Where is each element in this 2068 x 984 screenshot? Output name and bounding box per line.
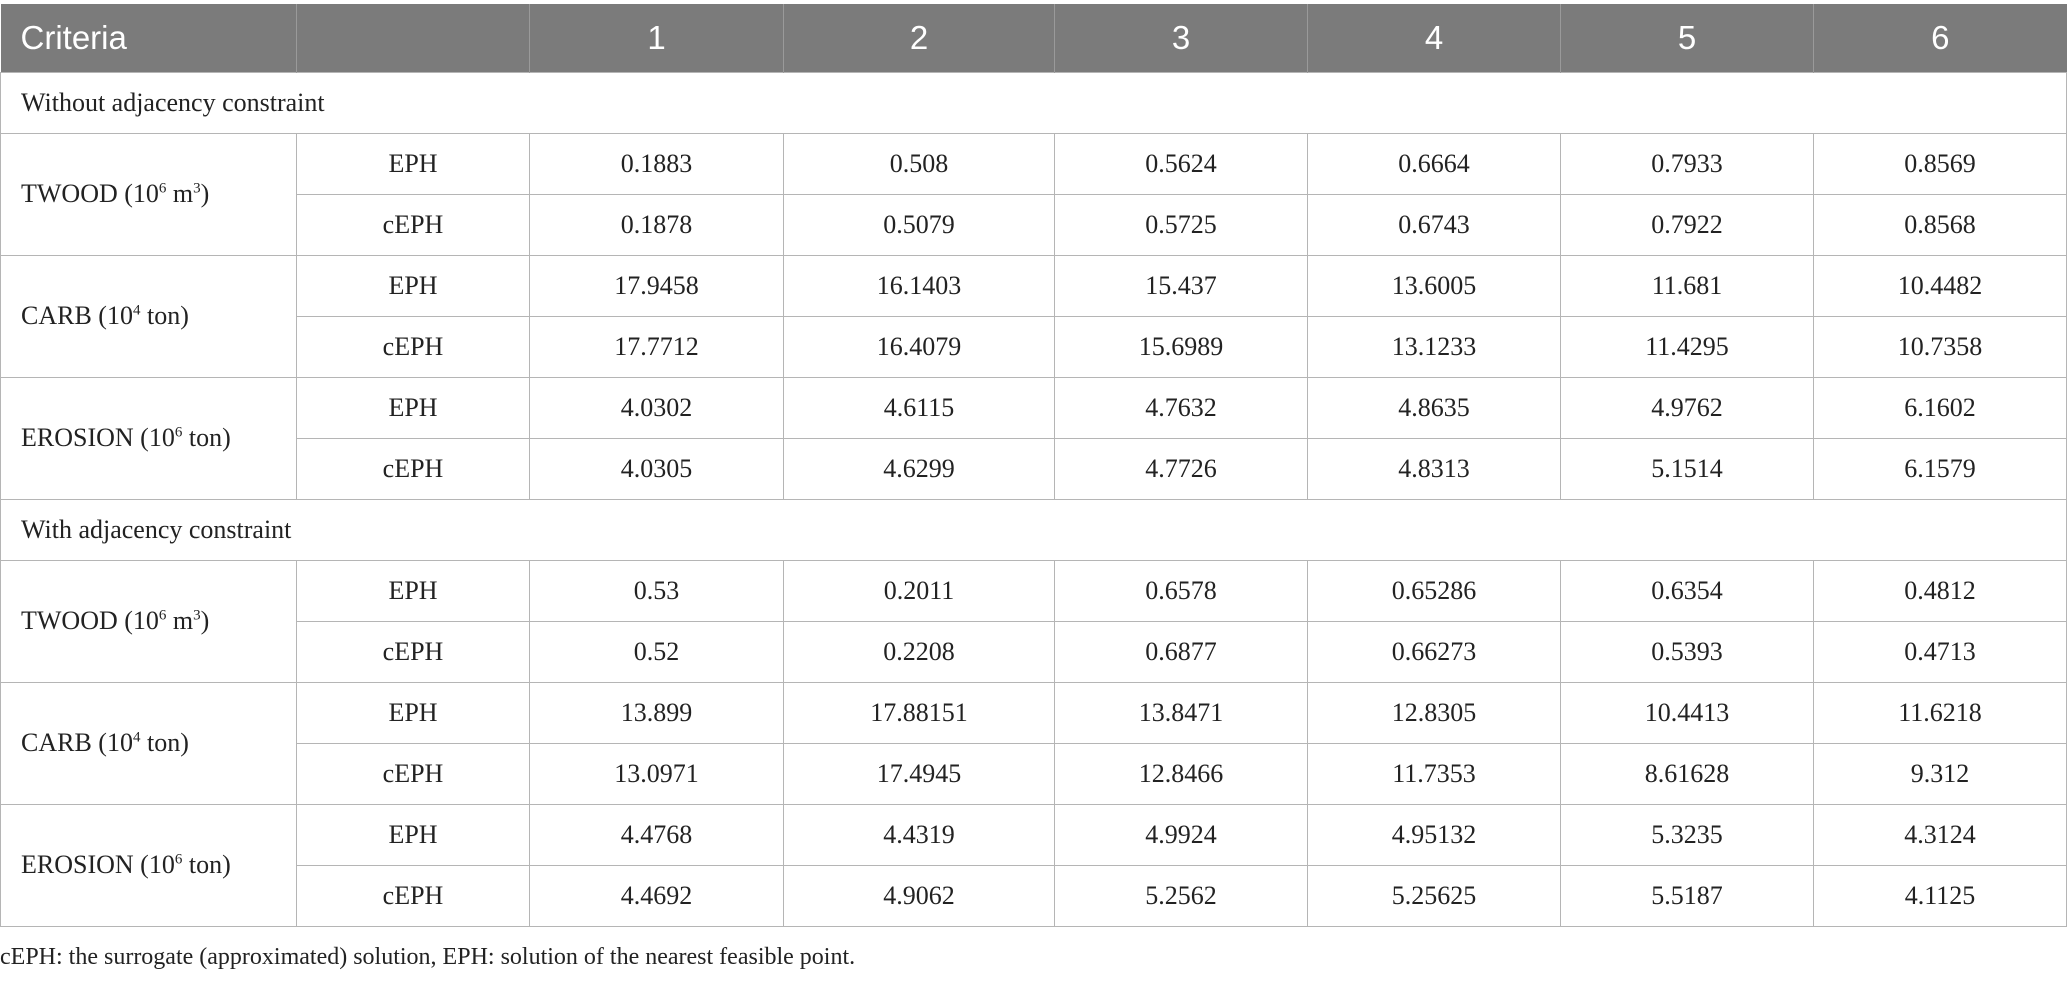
value-cell: 5.25625 [1308, 865, 1561, 926]
value-cell: 0.8568 [1814, 194, 2067, 255]
section-title: Without adjacency constraint [1, 72, 2067, 133]
value-cell: 17.7712 [530, 316, 784, 377]
value-cell: 4.0302 [530, 377, 784, 438]
value-cell: 4.3124 [1814, 804, 2067, 865]
value-cell: 16.1403 [784, 255, 1055, 316]
table-row [1, 865, 2067, 926]
criteria-name: TWOOD (10 [21, 606, 159, 635]
value-cell: 4.8313 [1308, 438, 1561, 499]
value-cell: 6.1602 [1814, 377, 2067, 438]
table-header [1, 4, 2067, 72]
value-cell: 15.6989 [1055, 316, 1308, 377]
criteria-unit: m [166, 179, 194, 208]
method-label: EPH [297, 377, 530, 438]
method-label: cEPH [297, 865, 530, 926]
criteria-label [1, 133, 297, 255]
value-cell: 12.8305 [1308, 682, 1561, 743]
table-row [1, 255, 2067, 316]
criteria-unit: m [166, 606, 194, 635]
value-cell: 17.88151 [784, 682, 1055, 743]
criteria-name: EROSION (10 [21, 850, 175, 879]
value-cell: 13.8471 [1055, 682, 1308, 743]
value-cell: 15.437 [1055, 255, 1308, 316]
table-row [1, 194, 2067, 255]
method-label: EPH [297, 804, 530, 865]
value-cell: 4.6299 [784, 438, 1055, 499]
criteria-label [1, 804, 297, 926]
criteria-unit-end: ) [200, 179, 210, 208]
header-col-4: 4 [1308, 4, 1561, 72]
criteria-name: CARB (10 [21, 728, 133, 757]
criteria-label [1, 377, 297, 499]
header-col-1: 1 [530, 4, 784, 72]
value-cell: 0.6578 [1055, 560, 1308, 621]
criteria-unit-end: ) [200, 606, 210, 635]
value-cell: 4.7726 [1055, 438, 1308, 499]
value-cell: 4.9062 [784, 865, 1055, 926]
header-blank [297, 4, 530, 72]
value-cell: 5.1514 [1561, 438, 1814, 499]
value-cell: 13.899 [530, 682, 784, 743]
value-cell: 5.2562 [1055, 865, 1308, 926]
results-table [0, 4, 2067, 927]
value-cell: 9.312 [1814, 743, 2067, 804]
criteria-unit-end: ton) [182, 850, 231, 879]
table-row [1, 804, 2067, 865]
header-criteria: Criteria [1, 4, 297, 72]
table-footnote: cEPH: the surrogate (approximated) solution, EPH: solution of the nearest feasible point. [0, 944, 856, 970]
value-cell: 0.5725 [1055, 194, 1308, 255]
criteria-unit-exponent: 3 [193, 180, 201, 197]
table-body [1, 72, 2067, 926]
value-cell: 4.7632 [1055, 377, 1308, 438]
value-cell: 16.4079 [784, 316, 1055, 377]
value-cell: 4.9924 [1055, 804, 1308, 865]
method-label: EPH [297, 133, 530, 194]
value-cell: 0.5079 [784, 194, 1055, 255]
criteria-exponent: 6 [158, 180, 167, 197]
criteria-exponent: 6 [174, 424, 183, 441]
value-cell: 0.52 [530, 621, 784, 682]
value-cell: 4.4319 [784, 804, 1055, 865]
criteria-unit-end: ton) [182, 423, 231, 452]
value-cell: 0.6354 [1561, 560, 1814, 621]
value-cell: 0.6664 [1308, 133, 1561, 194]
criteria-exponent: 6 [174, 851, 183, 868]
value-cell: 6.1579 [1814, 438, 2067, 499]
value-cell: 0.1883 [530, 133, 784, 194]
value-cell: 0.4713 [1814, 621, 2067, 682]
method-label: EPH [297, 682, 530, 743]
value-cell: 4.4692 [530, 865, 784, 926]
criteria-exponent: 6 [158, 607, 167, 624]
header-col-6: 6 [1814, 4, 2067, 72]
value-cell: 4.0305 [530, 438, 784, 499]
criteria-label [1, 560, 297, 682]
value-cell: 5.5187 [1561, 865, 1814, 926]
value-cell: 17.9458 [530, 255, 784, 316]
value-cell: 4.6115 [784, 377, 1055, 438]
table-row [1, 682, 2067, 743]
header-row [1, 4, 2067, 72]
value-cell: 0.5393 [1561, 621, 1814, 682]
value-cell: 0.66273 [1308, 621, 1561, 682]
criteria-exponent: 4 [132, 302, 141, 319]
criteria-name: EROSION (10 [21, 423, 175, 452]
section-row [1, 72, 2067, 133]
value-cell: 0.2011 [784, 560, 1055, 621]
criteria-unit-end: ton) [140, 728, 189, 757]
method-label: cEPH [297, 316, 530, 377]
value-cell: 11.681 [1561, 255, 1814, 316]
method-label: cEPH [297, 438, 530, 499]
value-cell: 4.95132 [1308, 804, 1561, 865]
value-cell: 5.3235 [1561, 804, 1814, 865]
value-cell: 0.1878 [530, 194, 784, 255]
criteria-unit-exponent: 3 [193, 607, 201, 624]
value-cell: 0.6743 [1308, 194, 1561, 255]
value-cell: 11.7353 [1308, 743, 1561, 804]
value-cell: 4.8635 [1308, 377, 1561, 438]
value-cell: 0.6877 [1055, 621, 1308, 682]
method-label: EPH [297, 255, 530, 316]
value-cell: 17.4945 [784, 743, 1055, 804]
method-label: cEPH [297, 743, 530, 804]
table-row [1, 377, 2067, 438]
value-cell: 10.4413 [1561, 682, 1814, 743]
value-cell: 0.8569 [1814, 133, 2067, 194]
value-cell: 0.7922 [1561, 194, 1814, 255]
criteria-unit-end: ton) [140, 301, 189, 330]
criteria-name: TWOOD (10 [21, 179, 159, 208]
value-cell: 11.6218 [1814, 682, 2067, 743]
criteria-label [1, 682, 297, 804]
value-cell: 0.4812 [1814, 560, 2067, 621]
value-cell: 11.4295 [1561, 316, 1814, 377]
value-cell: 13.6005 [1308, 255, 1561, 316]
method-label: EPH [297, 560, 530, 621]
value-cell: 0.2208 [784, 621, 1055, 682]
table-row [1, 438, 2067, 499]
section-row [1, 499, 2067, 560]
value-cell: 8.61628 [1561, 743, 1814, 804]
header-col-5: 5 [1561, 4, 1814, 72]
table-row [1, 621, 2067, 682]
value-cell: 10.7358 [1814, 316, 2067, 377]
criteria-name: CARB (10 [21, 301, 133, 330]
value-cell: 0.53 [530, 560, 784, 621]
value-cell: 0.65286 [1308, 560, 1561, 621]
value-cell: 4.4768 [530, 804, 784, 865]
value-cell: 13.0971 [530, 743, 784, 804]
value-cell: 4.1125 [1814, 865, 2067, 926]
value-cell: 13.1233 [1308, 316, 1561, 377]
method-label: cEPH [297, 621, 530, 682]
table-row [1, 560, 2067, 621]
value-cell: 0.5624 [1055, 133, 1308, 194]
criteria-exponent: 4 [132, 729, 141, 746]
criteria-label [1, 255, 297, 377]
value-cell: 0.508 [784, 133, 1055, 194]
table-row [1, 743, 2067, 804]
value-cell: 0.7933 [1561, 133, 1814, 194]
method-label: cEPH [297, 194, 530, 255]
header-col-2: 2 [784, 4, 1055, 72]
value-cell: 4.9762 [1561, 377, 1814, 438]
table-row [1, 316, 2067, 377]
section-title: With adjacency constraint [1, 499, 2067, 560]
table-row [1, 133, 2067, 194]
value-cell: 12.8466 [1055, 743, 1308, 804]
value-cell: 10.4482 [1814, 255, 2067, 316]
header-col-3: 3 [1055, 4, 1308, 72]
